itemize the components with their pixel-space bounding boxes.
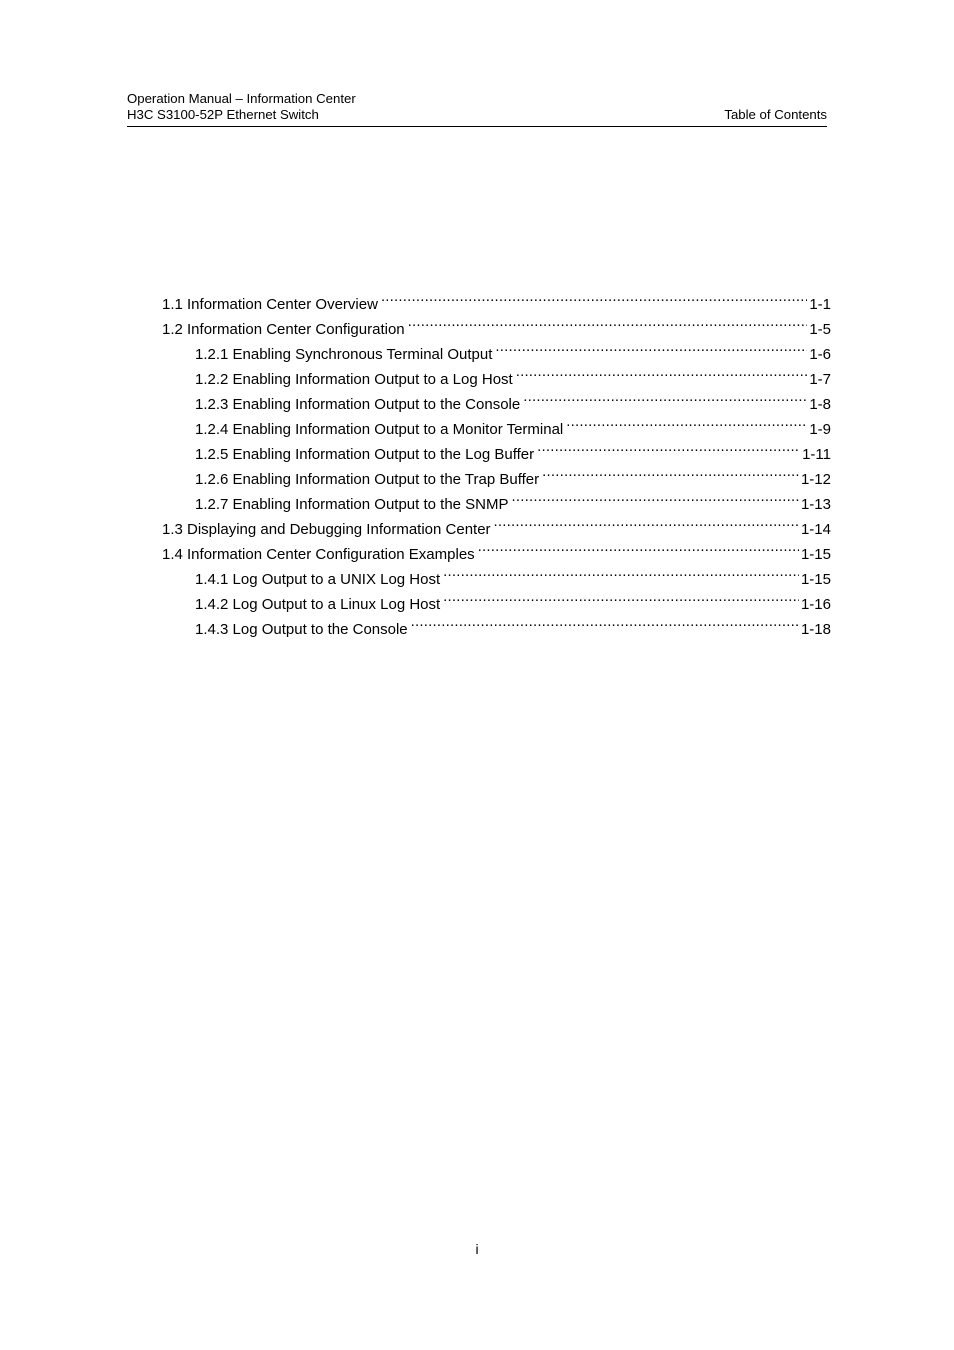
toc-entry-title: 1.2 Information Center Configuration	[162, 321, 405, 338]
toc-entry-page: 1-13	[800, 496, 831, 513]
toc-entry-title: 1.2.1 Enabling Synchronous Terminal Output	[195, 346, 493, 363]
toc-entry-title: 1.4.2 Log Output to a Linux Log Host	[195, 596, 441, 613]
toc-leader-dots	[516, 359, 808, 384]
toc-entry-page: 1-5	[809, 321, 831, 338]
page-number: i	[475, 1241, 479, 1257]
header-left	[127, 91, 356, 123]
toc-leader-dots	[537, 434, 800, 459]
page-header	[127, 90, 827, 127]
toc-entry-title: 1.2.7 Enabling Information Output to the SNMP	[195, 496, 509, 513]
toc-entry-title: 1.2.2 Enabling Information Output to a Log Host	[195, 371, 513, 388]
table-of-contents	[162, 284, 831, 638]
toc-entry-page: 1-14	[800, 521, 831, 538]
toc-entry-page: 1-15	[800, 571, 831, 588]
toc-entry-page: 1-7	[809, 371, 831, 388]
toc-leader-dots	[512, 484, 799, 509]
toc-entry-page: 1-9	[809, 421, 831, 438]
toc-leader-dots	[443, 584, 799, 609]
toc-entry-title: 1.2.4 Enabling Information Output to a Monitor Terminal	[195, 421, 564, 438]
toc-entry-page: 1-8	[809, 396, 831, 413]
toc-entry-page: 1-12	[800, 471, 831, 488]
toc-entry-title: 1.4.3 Log Output to the Console	[195, 621, 408, 638]
toc-leader-dots	[443, 559, 799, 584]
toc-entry-page: 1-16	[800, 596, 831, 613]
toc-entry-title: 1.1 Information Center Overview	[162, 296, 378, 313]
toc-leader-dots	[542, 459, 799, 484]
manual-title: Operation Manual – Information Center	[127, 91, 356, 106]
toc-entry[interactable]	[162, 284, 831, 313]
toc-entry-title: 1.2.3 Enabling Information Output to the Console	[195, 396, 521, 413]
toc-entry-title: 1.2.5 Enabling Information Output to the Log Buffer	[195, 446, 535, 463]
toc-leader-dots	[408, 309, 808, 334]
section-title: Table of Contents	[724, 107, 827, 122]
toc-leader-dots	[381, 284, 807, 309]
toc-entry-page: 1-6	[809, 346, 831, 363]
product-name: H3C S3100-52P Ethernet Switch	[127, 107, 319, 122]
toc-entry-page: 1-18	[800, 621, 831, 638]
toc-entry-page: 1-15	[800, 546, 831, 563]
toc-leader-dots	[495, 334, 807, 359]
toc-entry-title: 1.4 Information Center Configuration Examples	[162, 546, 475, 563]
toc-entry-title: 1.2.6 Enabling Information Output to the Trap Buffer	[195, 471, 540, 488]
toc-entry-page: 1-11	[802, 446, 831, 463]
toc-leader-dots	[478, 534, 799, 559]
toc-leader-dots	[566, 409, 807, 434]
toc-entry-title: 1.4.1 Log Output to a UNIX Log Host	[195, 571, 441, 588]
toc-leader-dots	[494, 509, 799, 534]
toc-leader-dots	[411, 609, 799, 634]
toc-entry-page: 1-1	[809, 296, 831, 313]
toc-leader-dots	[523, 384, 807, 409]
toc-entry-title: 1.3 Displaying and Debugging Information Center	[162, 521, 491, 538]
